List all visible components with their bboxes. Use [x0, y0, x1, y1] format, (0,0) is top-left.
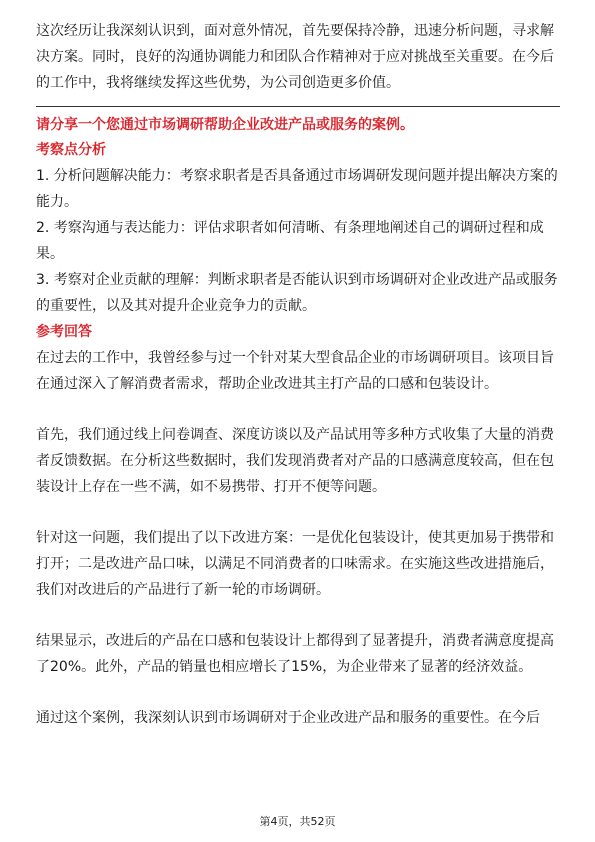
- paragraph-gap: [36, 500, 560, 525]
- answer-paragraph: 针对这一问题，我们提出了以下改进方案：一是优化包装设计，使其更加易于携带和打开；二是改进产品口味，以满足不同消费者的口味需求。在实施这些改进措施后，我们对改进后的产品进行了新一轮的市场调研。: [36, 530, 554, 598]
- analysis-point: 3. 考察对企业贡献的理解：判断求职者是否能认识到市场调研对企业改进产品或服务的重要性，以及其对提升企业竞争力的贡献。: [36, 272, 558, 314]
- document-page: [36, 18, 560, 731]
- paragraph-gap: [36, 603, 560, 628]
- analysis-point: 1. 分析问题解决能力：考察求职者是否具备通过市场调研发现问题并提出解决方案的能力。: [36, 168, 558, 210]
- analysis-heading: 考察点分析: [36, 142, 106, 158]
- answer-paragraph: 结果显示，改进后的产品在口感和包装设计上都得到了显著提升，消费者满意度提高了20%。此外，产品的销量也相应增长了15%，为企业带来了显著的经济效益。: [36, 633, 554, 675]
- paragraph-gap: [36, 680, 560, 705]
- answer-heading: 参考回答: [36, 324, 92, 340]
- intro-paragraph: 这次经历让我深刻认识到，面对意外情况，首先要保持冷静，迅速分析问题，寻求解决方案。同时，良好的沟通协调能力和团队合作精神对于应对挑战至关重要。在今后的工作中，我将继续发挥这些优势，为公司创造更多价值。: [36, 23, 554, 91]
- section-divider: [36, 106, 560, 107]
- answer-paragraph: 在过去的工作中，我曾经参与过一个针对某大型食品企业的市场调研项目。该项目旨在通过深入了解消费者需求，帮助企业改进其主打产品的口感和包装设计。: [36, 350, 554, 392]
- answer-paragraph: 通过这个案例，我深刻认识到市场调研对于企业改进产品和服务的重要性。在今后: [36, 710, 540, 726]
- answer-paragraph: 首先，我们通过线上问卷调查、深度访谈以及产品试用等多种方式收集了大量的消费者反馈数据。在分析这些数据时，我们发现消费者对产品的口感满意度较高，但在包装设计上存在一些不满，如不易携带、打开不便等问题。: [36, 427, 554, 495]
- analysis-point: 2. 考察沟通与表达能力：评估求职者如何清晰、有条理地阐述自己的调研过程和成果。: [36, 220, 544, 262]
- paragraph-gap: [36, 397, 560, 422]
- question-title: 请分享一个您通过市场调研帮助企业改进产品或服务的案例。: [36, 117, 414, 133]
- page-number: 第4页，共52页: [259, 815, 336, 828]
